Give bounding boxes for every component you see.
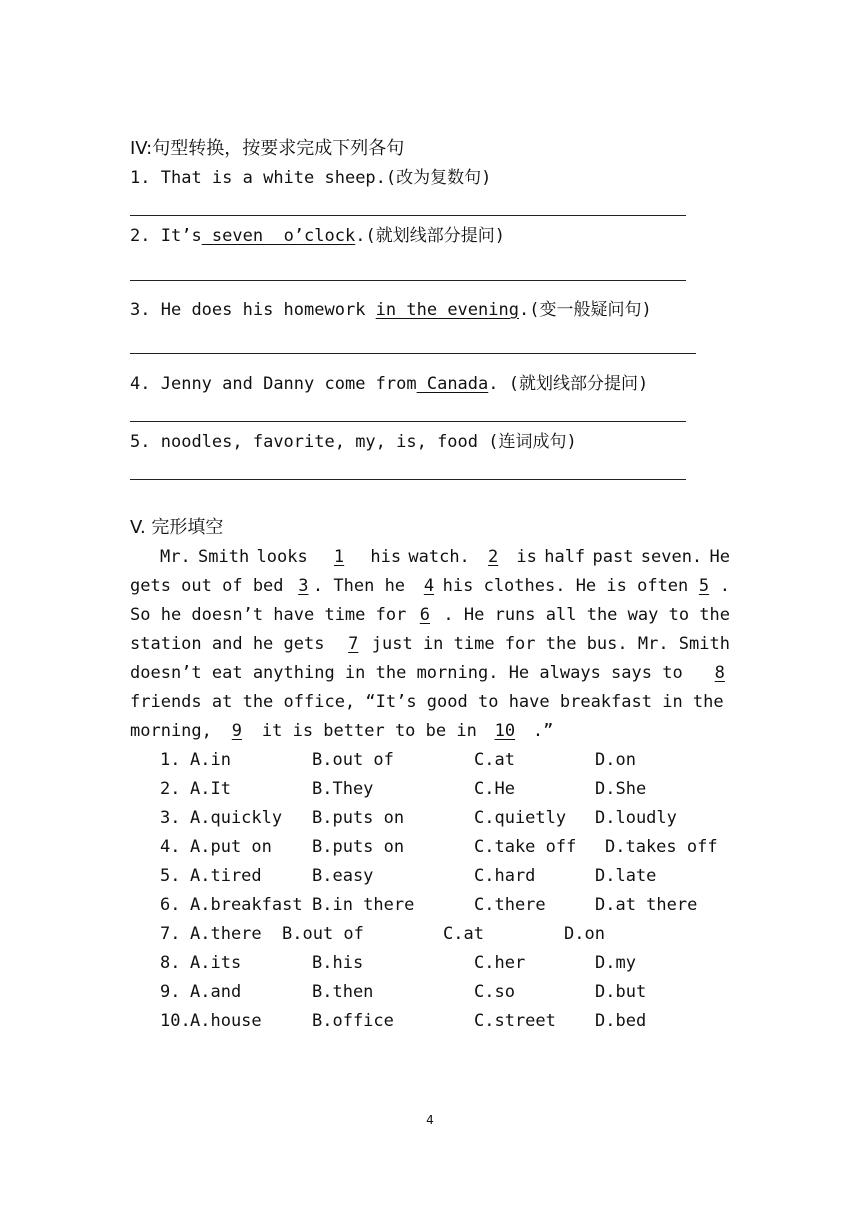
blank-2[interactable]: 2 — [487, 547, 499, 567]
option-a[interactable]: A.put on — [190, 837, 272, 857]
word: Mr. — [160, 547, 191, 567]
passage-text: .” — [532, 721, 554, 741]
option-c[interactable]: C.street — [474, 1011, 556, 1031]
question-note: (改为复数句) — [385, 168, 492, 188]
answer-line-2[interactable] — [130, 280, 686, 281]
option-b[interactable]: B.out of — [312, 750, 394, 770]
blank-3[interactable]: 3 — [298, 576, 309, 596]
question-3 — [130, 299, 652, 321]
underlined-part: Canada — [416, 374, 489, 394]
option-c[interactable]: C.there — [474, 895, 546, 915]
option-d[interactable]: D.She — [595, 779, 647, 799]
section-v-heading: V. 完形填空 — [130, 517, 224, 538]
blank-10[interactable]: 10 — [494, 721, 516, 741]
option-d[interactable]: D.at there — [595, 895, 698, 915]
option-d[interactable]: D.late — [595, 866, 657, 886]
option-c[interactable]: C.so — [474, 982, 515, 1002]
option-c[interactable]: C.He — [474, 779, 515, 799]
option-d[interactable]: D.bed — [595, 1011, 647, 1031]
passage-text: just in time for the bus. Mr. Smith — [371, 634, 730, 654]
passage-line-1 — [130, 543, 730, 572]
question-note: (连词成句) — [488, 432, 577, 452]
question-number: 1. — [130, 168, 151, 188]
option-b[interactable]: B.out of — [282, 924, 364, 944]
passage-text: doesn’t eat anything in the morning. He always says to — [130, 663, 693, 683]
option-a[interactable]: A.tired — [190, 866, 262, 886]
option-a[interactable]: A.there — [190, 924, 262, 944]
question-note: (就划线部分提问) — [365, 226, 505, 246]
passage-text: station and he gets — [130, 634, 335, 654]
option-row-number: 1. — [160, 750, 181, 770]
blank-8[interactable]: 8 — [714, 663, 725, 683]
option-d[interactable]: D.on — [564, 924, 605, 944]
option-c[interactable]: C.take off — [474, 837, 577, 857]
question-text-end: . — [355, 226, 366, 246]
option-b[interactable]: B.easy — [312, 866, 374, 886]
answer-line-4[interactable] — [130, 421, 686, 422]
question-note: (变一般疑问句) — [529, 300, 652, 320]
word: Smith — [198, 547, 250, 567]
answer-line-3[interactable] — [130, 353, 696, 354]
question-text: noodles, favorite, my, is, food — [160, 432, 489, 452]
word: seven. — [640, 547, 703, 567]
page-number: 4 — [426, 1113, 434, 1127]
option-a[interactable]: A.breakfast — [190, 895, 303, 915]
option-b[interactable]: B.in there — [312, 895, 415, 915]
option-c[interactable]: C.at — [443, 924, 484, 944]
question-number: 3. — [130, 300, 151, 320]
word: past — [592, 547, 634, 567]
passage-line-4 — [130, 630, 730, 659]
option-row-number: 3. — [160, 808, 181, 828]
option-row-number: 8. — [160, 953, 181, 973]
option-row-number: 2. — [160, 779, 181, 799]
question-text: He does his homework — [160, 300, 376, 320]
option-b[interactable]: B.They — [312, 779, 374, 799]
option-a[interactable]: A.quickly — [190, 808, 283, 828]
word: looks — [256, 547, 308, 567]
option-a[interactable]: A.and — [190, 982, 242, 1002]
blank-9[interactable]: 9 — [231, 721, 243, 741]
blank-7[interactable]: 7 — [348, 634, 359, 654]
option-row-number: 9. — [160, 982, 181, 1002]
passage-text: . — [719, 576, 730, 596]
option-d[interactable]: D.loudly — [595, 808, 677, 828]
blank-5[interactable]: 5 — [698, 576, 710, 596]
word: He — [709, 547, 730, 567]
passage-text: gets out of bed — [130, 576, 294, 596]
option-b[interactable]: B.his — [312, 953, 364, 973]
option-d[interactable]: D.takes off — [605, 837, 718, 857]
option-c[interactable]: C.at — [474, 750, 515, 770]
question-number: 2. — [130, 226, 151, 246]
section-iv-heading: IV:句型转换，按要求完成下列各句 — [130, 138, 405, 159]
option-row-number: 4. — [160, 837, 181, 857]
word: half — [544, 547, 586, 567]
question-1 — [130, 167, 491, 189]
option-c[interactable]: C.quietly — [474, 808, 567, 828]
option-d[interactable]: D.on — [595, 750, 636, 770]
answer-line-5[interactable] — [130, 479, 686, 480]
word: is — [516, 547, 537, 567]
blank-1[interactable]: 1 — [333, 547, 345, 567]
option-b[interactable]: B.puts on — [312, 808, 405, 828]
option-c[interactable]: C.hard — [474, 866, 536, 886]
underlined-part: seven o’clock — [201, 226, 356, 246]
question-4 — [130, 373, 648, 395]
passage-text: morning, — [130, 721, 212, 741]
word: watch. — [408, 547, 470, 567]
question-text-end: . — [518, 300, 530, 320]
passage-line-6 — [130, 688, 730, 717]
passage-line-3 — [130, 601, 730, 630]
question-number: 5. — [130, 432, 151, 452]
option-b[interactable]: B.then — [312, 982, 374, 1002]
question-5 — [130, 431, 577, 453]
question-text-end: . — [488, 374, 509, 394]
option-a[interactable]: A.in — [190, 750, 231, 770]
question-text: That is a white sheep. — [160, 168, 386, 188]
question-note: (就划线部分提问) — [508, 374, 649, 394]
passage-line-2 — [130, 572, 730, 601]
option-d[interactable]: D.but — [595, 982, 647, 1002]
question-number: 4. — [130, 374, 151, 394]
question-2 — [130, 225, 505, 247]
blank-6[interactable]: 6 — [419, 605, 430, 625]
cloze-passage — [130, 543, 730, 746]
underlined-part: in the evening — [375, 300, 519, 320]
passage-text: it is better to be in — [261, 721, 477, 741]
option-c[interactable]: C.her — [474, 953, 526, 973]
passage-text: his clothes. He is often — [442, 576, 689, 596]
passage-text: friends at the office, “It’s good to have breakfast in the — [130, 692, 724, 712]
option-d[interactable]: D.my — [595, 953, 636, 973]
option-b[interactable]: B.office — [312, 1011, 394, 1031]
question-text: Jenny and Danny come from — [160, 374, 417, 394]
passage-line-7 — [130, 717, 730, 746]
option-row-number: 10. — [160, 1011, 191, 1031]
option-a[interactable]: A.It — [190, 779, 231, 799]
option-row-number: 5. — [160, 866, 181, 886]
question-text: It’s — [160, 226, 202, 246]
passage-text: So he doesn’t have time for — [130, 605, 407, 625]
answer-line-1[interactable] — [130, 215, 686, 216]
option-row-number: 6. — [160, 895, 181, 915]
passage-text: . He runs all the way to the — [443, 605, 730, 625]
option-a[interactable]: A.its — [190, 953, 242, 973]
blank-4[interactable]: 4 — [423, 576, 435, 596]
passage-text: . Then he — [312, 576, 416, 596]
word: his — [370, 547, 402, 567]
option-row-number: 7. — [160, 924, 181, 944]
option-b[interactable]: B.puts on — [312, 837, 405, 857]
option-a[interactable]: A.house — [190, 1011, 262, 1031]
passage-line-5 — [130, 659, 730, 688]
